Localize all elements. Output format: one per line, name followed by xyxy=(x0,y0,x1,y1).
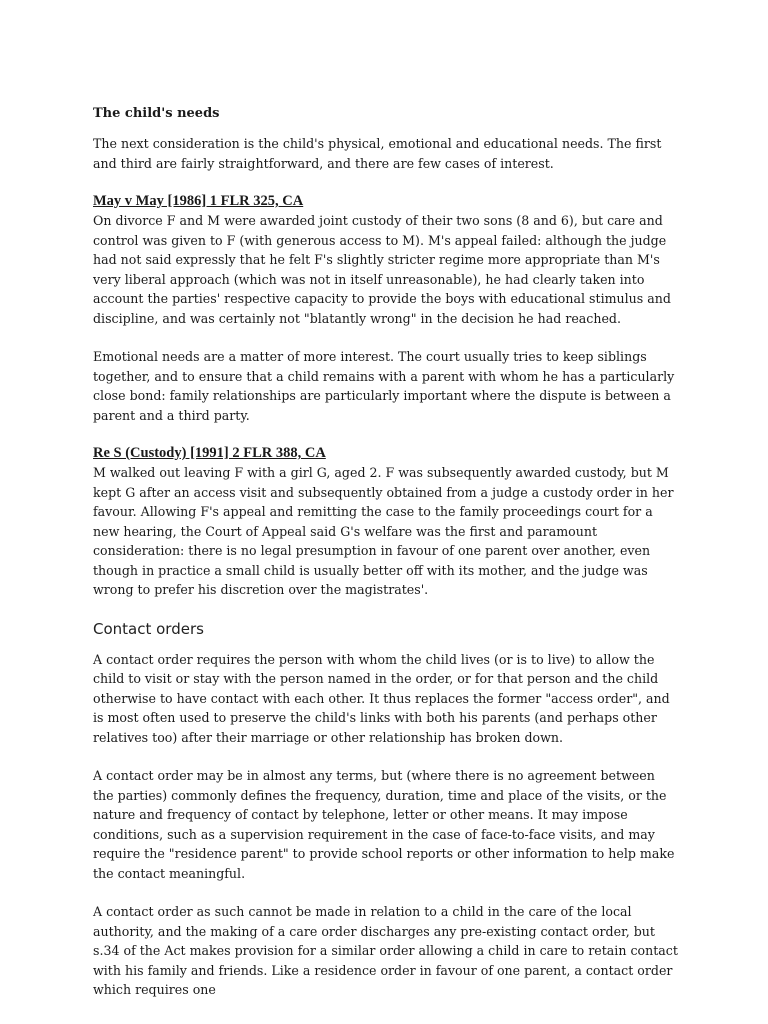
document-page xyxy=(93,104,678,1019)
case-body: On divorce F and M were awarded joint custody of their two sons (8 and 6), but care and control was given to F (with generous access to M). M's appeal failed: although the judge had not said expressly that he felt F's slightly stricter regime more appropriate than M's very liberal approach (which was not in itself unreasonable), he had clearly taken into account the parties' respective capacity to provide the boys with educational stimulus and discipline, and was certainly not "blatantly wrong" in the decision he had reached. xyxy=(93,213,671,326)
case-title: May v May [1986] 1 FLR 325, CA xyxy=(93,193,304,209)
case-block-re-s xyxy=(93,444,678,600)
case-block-may-v-may xyxy=(93,192,678,328)
case-body: M walked out leaving F with a girl G, aged 2. F was subsequently awarded custody, but M kept G after an access visit and subsequently obtained from a judge a custody order in her favour. Allowing F's appeal and remitting the case to the family proceedings court for a new hearing, the Court of Appeal said G's welfare was the first and paramount consideration: there is no legal presumption in favour of one parent over another, even though in practice a small child is usually better off with its mother, and the judge was wrong to prefer his discretion over the magistrates'. xyxy=(93,465,674,597)
contact-orders-heading: Contact orders xyxy=(93,619,204,638)
section-heading: The child's needs xyxy=(93,106,220,121)
contact-paragraph: A contact order as such cannot be made in relation to a child in the care of the local authority, and the making of a care order discharges any pre-existing contact order, but s.34 of the Act makes provision for a similar order allowing a child in care to retain contact with his family and friends. Like a residence order in favour of one parent, a contact order which requires one xyxy=(93,904,678,997)
contact-paragraph: A contact order requires the person with whom the child lives (or is to live) to allow the child to visit or stay with the person named in the order, or for that person and the child otherwise to have contact with each other. It thus replaces the former "access order", and is most often used to preserve the child's links with both his parents (and perhaps other relatives too) after their marriage or other relationship has broken down. xyxy=(93,651,670,745)
case-title: Re S (Custody) [1991] 2 FLR 388, CA xyxy=(93,445,326,461)
emotional-needs-paragraph: Emotional needs are a matter of more interest. The court usually tries to keep siblings together, and to ensure that a child remains with a parent with whom he has a particularly close bond: family relationships are particularly important where the dispute is between a parent and a third party. xyxy=(93,349,675,423)
contact-paragraph: A contact order may be in almost any terms, but (where there is no agreement between the parties) commonly defines the frequency, duration, time and place of the visits, or the nature and frequency of contact by telephone, letter or other means. It may impose conditions, such as a supervision requirement in the case of face-to-face visits, and may require the "residence parent" to provide school reports or other information to help make the contact meaningful. xyxy=(93,768,675,881)
intro-paragraph: The next consideration is the child's physical, emotional and educational needs. The first and third are fairly straightforward, and there are few cases of interest. xyxy=(93,136,662,171)
